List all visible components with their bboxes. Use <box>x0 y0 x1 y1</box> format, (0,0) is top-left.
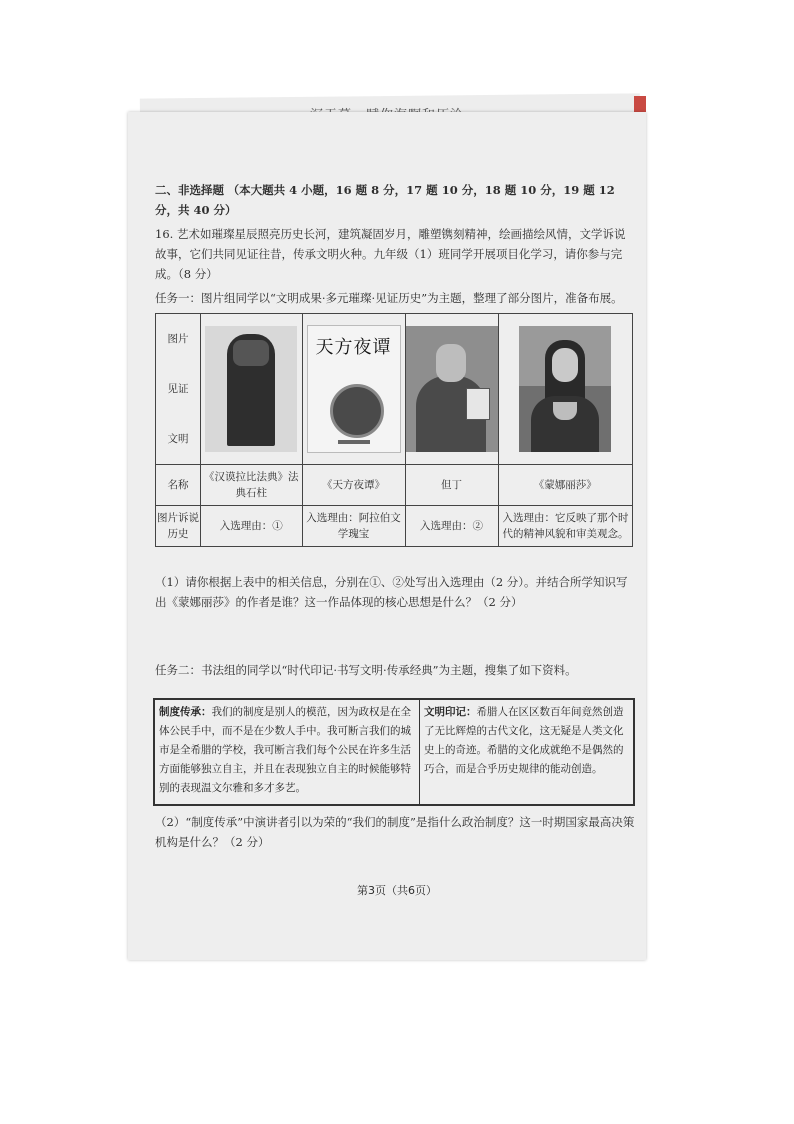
reason-cell: 入选理由：② <box>405 506 498 547</box>
section-heading <box>155 180 635 220</box>
question-1: （1）请你根据上表中的相关信息，分别在①、②处写出入选理由（2 分）。并结合所学知识写出《蒙娜丽莎》的作者是谁？这一作品体现的核心思想是什么？（2 分） <box>155 575 628 609</box>
picture-cell <box>498 314 633 465</box>
q16-intro: 16. 艺术如璀璨星辰照亮历史长河，建筑凝固岁月，雕塑镌刻精神，绘画描绘风情，文学诉说故事，它们共同见证往昔，传承文明火种。九年级（1）班同学开展项目化学习，请你参与完成。（8 分） <box>155 227 626 281</box>
material-institution <box>155 700 420 804</box>
question-2-block <box>155 812 635 852</box>
question-content <box>155 180 635 308</box>
question-2: （2）“制度传承”中演讲者引以为荣的“我们的制度”是指什么政治制度？这一时期国家最高决策机构是什么？（2 分） <box>155 815 635 849</box>
task1-text: 任务一：图片组同学以“文明成果·多元璀璨·见证历史”为主题，整理了部分图片，准备布展。 <box>155 291 623 305</box>
picture-cell <box>201 314 303 465</box>
name-cell: 《蒙娜丽莎》 <box>498 465 633 506</box>
reason-cell: 入选理由：① <box>201 506 303 547</box>
material-heading: 制度传承： <box>159 706 212 718</box>
row-head-line: 见证 <box>167 383 189 395</box>
name-cell: 《天方夜谭》 <box>302 465 405 506</box>
reason-cell: 入选理由：阿拉伯文学瑰宝 <box>302 506 405 547</box>
reason-cell: 入选理由：它反映了那个时代的精神风貌和审美观念。 <box>498 506 633 547</box>
source-materials-box <box>153 698 635 806</box>
row-head-name: 名称 <box>156 465 201 506</box>
row-head-line: 图片 <box>167 333 189 345</box>
book-cover-title: 天方夜谭 <box>315 337 392 358</box>
material-heading: 文明印记： <box>424 706 477 718</box>
name-cell: 但丁 <box>405 465 498 506</box>
section-title: 二、非选择题 <box>155 183 224 197</box>
page-number: 第3页（共6页） <box>357 884 437 897</box>
arabian-nights-cover-image <box>307 325 401 453</box>
task2-block <box>155 660 635 680</box>
row-head-line: 文明 <box>167 433 189 445</box>
section-note: （本大题共 4 小题，16 题 8 分，17 题 10 分，18 题 10 分，19 题 12 分，共 40 分） <box>155 183 615 217</box>
hammurabi-stele-image <box>205 326 297 452</box>
name-cell: 《汉谟拉比法典》法典石柱 <box>201 465 303 506</box>
row-head-picture <box>156 314 201 465</box>
dante-portrait-image <box>406 326 498 452</box>
material-text: 我们的制度是别人的模范，因为政权是在全体公民手中，而不是在少数人手中。我可断言我们的城市是全希腊的学校，我可断言我们每个公民在许多生活方面能够独立自主，并且在表现独立自主的时候能够特别的表现温文尔雅和多才多艺。 <box>159 706 411 794</box>
mona-lisa-image <box>519 326 611 452</box>
task2-text: 任务二：书法组的同学以“时代印记·书写文明·传承经典”为主题，搜集了如下资料。 <box>155 663 577 677</box>
picture-cell <box>405 314 498 465</box>
question-content-lower <box>155 572 635 612</box>
exhibit-table <box>155 313 633 547</box>
material-text: 希腊人在区区数百年间竟然创造了无比辉煌的古代文化，这无疑是人类文化史上的奇迹。希腊的文化成就绝不是偶然的巧合，而是合乎历史规律的能动创造。 <box>424 706 624 775</box>
picture-cell <box>302 314 405 465</box>
material-civilization <box>420 700 633 804</box>
row-head-reason: 图片诉说历史 <box>156 506 201 547</box>
